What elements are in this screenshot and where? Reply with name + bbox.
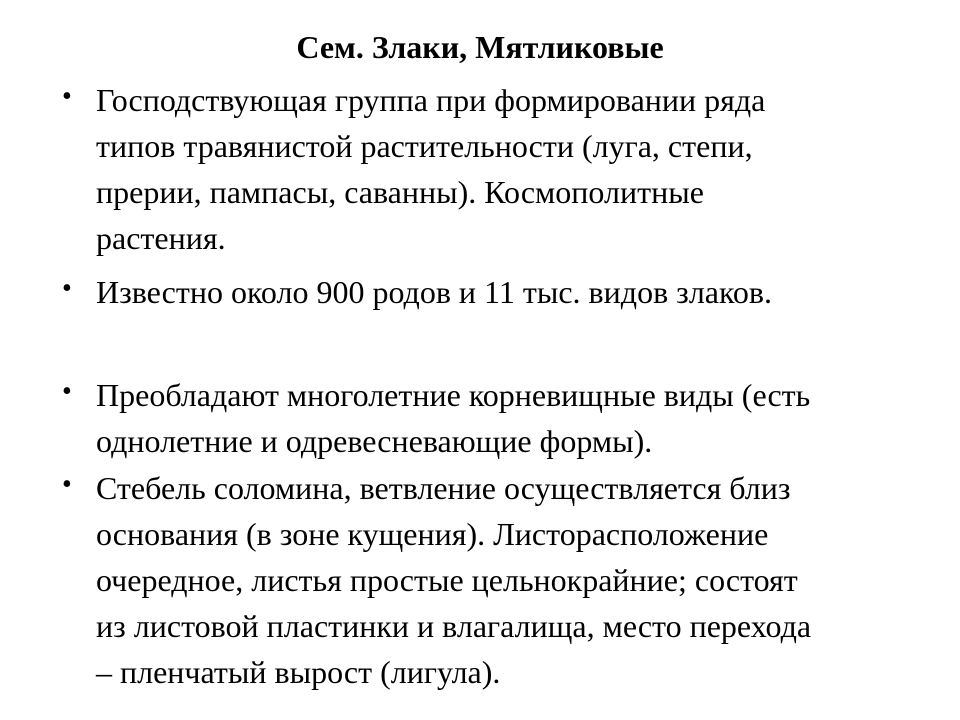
bullet-line: растения.	[96, 220, 226, 256]
bullet-line: Стебель соломина, ветвление осуществляется близ	[96, 470, 791, 506]
bullet-text	[96, 269, 932, 315]
bullet-line: из листовой пластинки и влагалища, место перехода	[96, 608, 812, 644]
bullet-line: очередное, листья простые цельнокрайние; состоят	[96, 562, 798, 598]
bullet-line: Известно около 900 родов и 11 тыс. видов злаков.	[96, 274, 773, 310]
bullet-text	[96, 372, 932, 464]
bullet-line: основания (в зоне кущения). Листорасположение	[96, 516, 769, 552]
bullet-text	[96, 77, 932, 261]
bullet-line: прерии, пампасы, саванны). Космополитные	[96, 174, 704, 210]
bullet-line: – пленчатый вырост (лигула).	[96, 654, 501, 690]
bullet-line: Господствующая группа при формировании ряда	[96, 82, 766, 118]
bullet-line: однолетние и одревесневающие формы).	[96, 423, 653, 459]
bullet-line: Преобладают многолетние корневищные виды (есть	[96, 377, 811, 413]
bullet-text	[96, 465, 932, 695]
slide-title: Сем. Злаки, Мятликовые	[296, 29, 664, 65]
bullet-icon: •	[62, 469, 72, 500]
bullet-icon: •	[62, 81, 72, 112]
bullet-line: типов травянистой растительности (луга, степи,	[96, 128, 753, 164]
bullet-icon: •	[62, 273, 72, 304]
bullet-icon: •	[62, 376, 72, 407]
